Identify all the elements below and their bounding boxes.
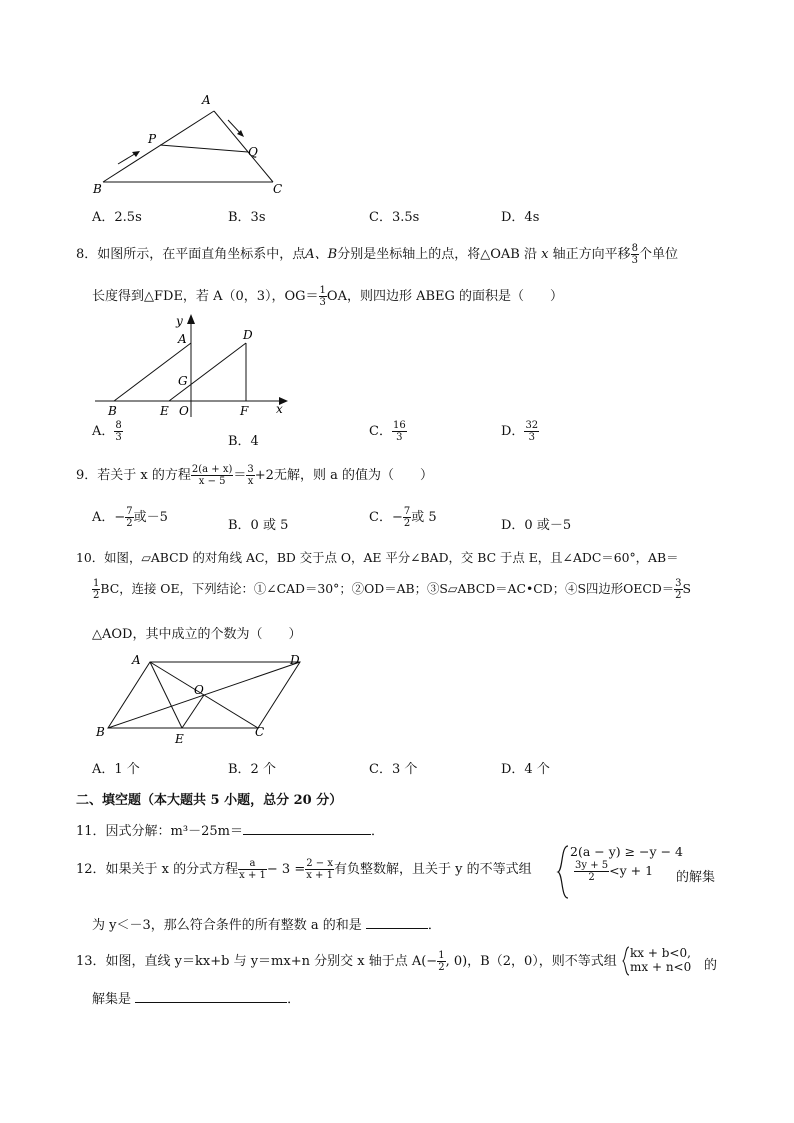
q7-figure <box>88 90 298 200</box>
q12-post: 的解集 <box>676 870 716 885</box>
label-E: E <box>160 404 169 418</box>
q9-option-a: A．− $\frac{7}{2}$ 或－5 <box>92 506 168 529</box>
q10-line2: $\frac{1}{2}$ BC，连接 OE，下列结论：①∠CAD＝30°；②OD＝AB；③S▱ABCD＝AC•CD；④S四边形OECD＝ $\frac{3}{2}$ S <box>93 578 692 601</box>
brace-icon <box>556 844 570 900</box>
q7-option-a: A．2.5s <box>92 210 142 225</box>
label-P: P <box>148 132 157 146</box>
label-G: G <box>178 374 188 388</box>
q12-line2: 为 y＜－3，那么符合条件的所有整数 a 的和是 ． <box>92 918 441 933</box>
label-E: E <box>175 732 184 746</box>
q9-option-b: B．0 或 5 <box>228 518 289 533</box>
q10-option-d: D．4 个 <box>501 762 550 777</box>
q9-stem: 9．若关于 x 的方程 $\frac{2(a + x)}{x - 5}$ ＝ $\frac{3}{x}$ +2无解，则 a 的值为（ ） <box>76 464 433 487</box>
label-A: A <box>202 93 211 107</box>
q10-option-c: C．3 个 <box>369 762 418 777</box>
label-F: F <box>240 404 249 418</box>
q8-frac: $\frac{8}{3}$ <box>631 243 638 266</box>
label-C: C <box>273 182 283 196</box>
q7-option-c: C．3.5s <box>369 210 420 225</box>
q10-option-b: B．2 个 <box>228 762 276 777</box>
label-O: O <box>179 404 189 418</box>
q8-figure <box>90 312 300 422</box>
q10-option-a: A．1 个 <box>92 762 140 777</box>
q13-line1: 13．如图，直线 y＝kx+b 与 y＝mx+n 分别交 x 轴于点 A(− $\frac{1}{2}$ , 0)，B（2，0），则不等式组 <box>76 950 617 973</box>
label-B: B <box>93 182 102 196</box>
label-C: C <box>255 725 265 739</box>
label-A: A <box>132 653 141 667</box>
q12-answer-blank <box>366 928 428 929</box>
q9-option-d: D．0 或－5 <box>501 518 572 533</box>
label-A: A <box>178 332 187 346</box>
q7-option-b: B．3s <box>228 210 266 225</box>
q11: 11．因式分解：m³－25m＝ ． <box>76 824 384 839</box>
q8-option-c: C． $\frac{16}{3}$ <box>369 420 406 443</box>
q9-option-c: C．− $\frac{7}{2}$ 或 5 <box>369 506 437 529</box>
label-O: O <box>194 683 204 697</box>
q8-line2: 长度得到△FDE，若 A（0，3），OG＝ $\frac{1}{3}$ OA，则四边形 ABEG 的面积是（ ） <box>92 285 564 308</box>
q13-answer-blank <box>135 1002 287 1003</box>
label-D: D <box>290 653 300 667</box>
label-x: x <box>276 402 283 416</box>
q8-option-a: A． $\frac{8}{3}$ <box>92 420 122 443</box>
label-B: B <box>96 725 105 739</box>
q12-line1: 12．如果关于 x 的分式方程 $\frac{a}{x + 1}$ − 3 = $\frac{2 - x}{x + 1}$ 有负整数解，且关于 y 的不等式组 <box>76 858 532 881</box>
label-Q: Q <box>248 145 258 159</box>
q8-line1: 8．如图所示，在平面直角坐标系中，点A、B分别是坐标轴上的点，将△OAB 沿 x 轴正方向平移 $\frac{8}{3}$ 个单位 <box>76 243 678 266</box>
q10-figure <box>92 650 312 750</box>
q13-post: 的 <box>704 958 718 973</box>
q10-line3: △AOD，其中成立的个数为（ ） <box>92 627 302 642</box>
q13-line2: 解集是 ． <box>92 992 301 1007</box>
brace-icon <box>622 946 630 976</box>
q10-line1: 10．如图，▱ABCD 的对角线 AC，BD 交于点 O，AE 平分∠BAD，交 BC 于点 E，且∠ADC＝60°，AB＝ <box>76 550 679 565</box>
label-y: y <box>176 314 183 328</box>
q8-option-b: B．4 <box>228 434 259 449</box>
label-B: B <box>108 404 117 418</box>
section-title: 二、填空题（本大题共 5 小题，总分 20 分） <box>76 793 343 808</box>
q11-answer-blank <box>243 834 371 835</box>
q8-option-d: D． $\frac{32}{3}$ <box>501 420 539 443</box>
label-D: D <box>243 328 253 342</box>
q7-option-d: D．4s <box>501 210 540 225</box>
